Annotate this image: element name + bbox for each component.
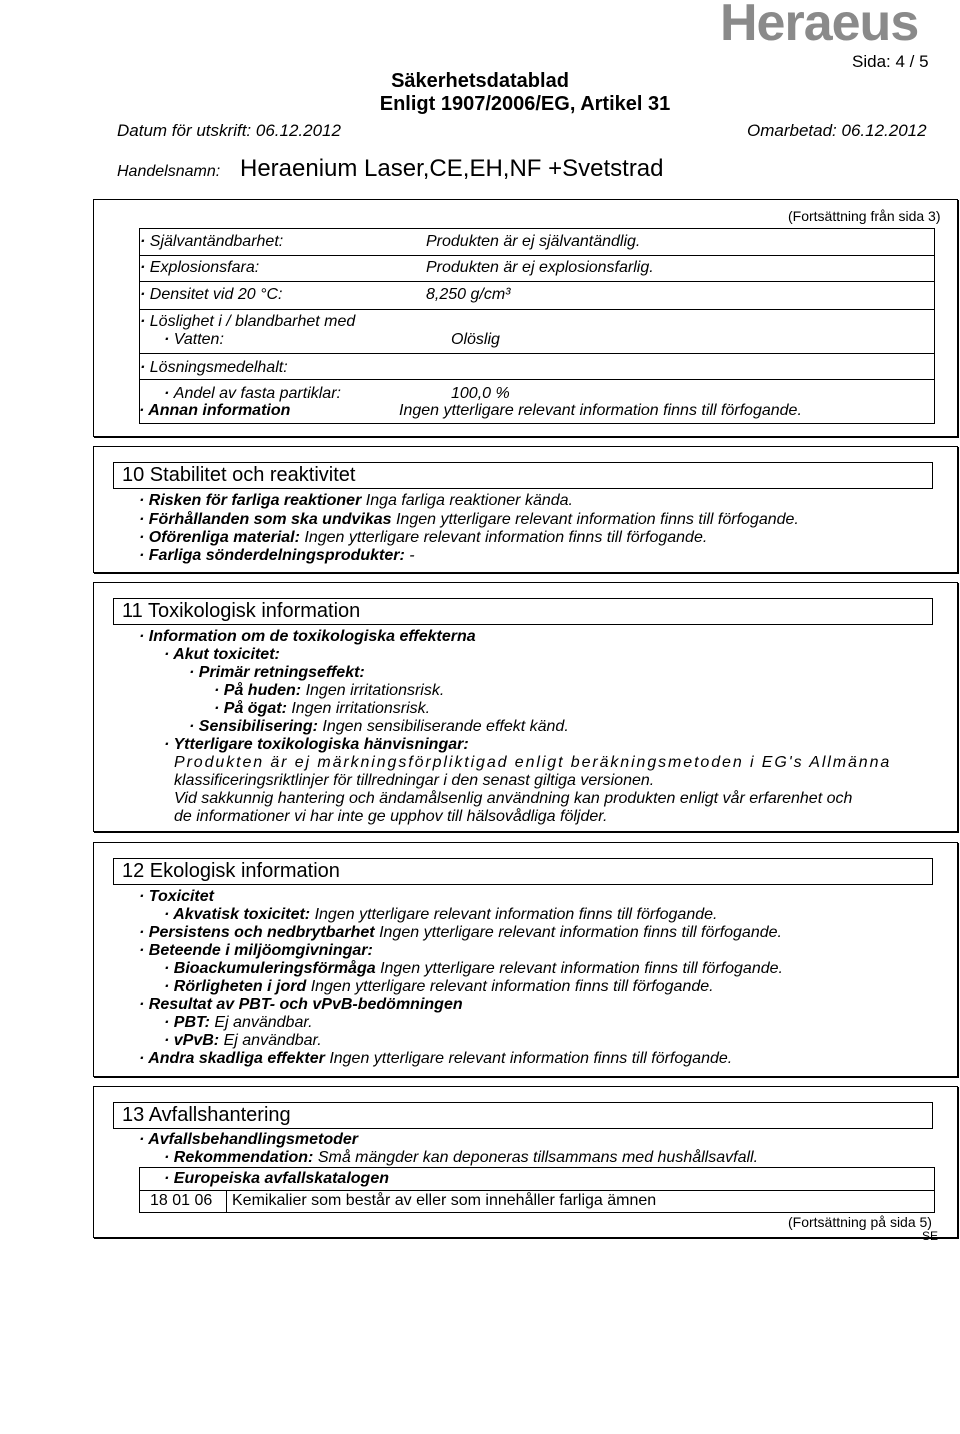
self-ignition-label: · Självantändbarhet:	[140, 233, 283, 251]
sensitisation-value: Ingen sensibiliserande effekt känd.	[322, 718, 569, 735]
waste-methods-label: · Avfallsbehandlingsmetoder	[139, 1131, 358, 1149]
water-value: Olöslig	[451, 331, 500, 348]
primary-label: · Primär retningseffekt:	[189, 664, 365, 682]
further-text-4: de informationer vi har inte ge upphov till hälsovådliga följder.	[174, 808, 608, 825]
trade-name: Heraenium Laser,CE,EH,NF +Svetstrad	[240, 155, 664, 182]
risk-value: Inga farliga reaktioner kända.	[365, 492, 573, 509]
eye-label: På ögat:	[223, 700, 287, 717]
solubility-label: · Löslighet i / blandbarhet med	[140, 313, 355, 331]
skin-value: Ingen irritationsrisk.	[305, 682, 445, 699]
section-9-box	[93, 199, 958, 437]
section-11-title: 11 Toxikologisk information	[113, 598, 933, 625]
recommendation-value: Små mängder kan deponeras tillsammans med hushållsavfall.	[317, 1149, 759, 1166]
section-13-title: 13 Avfallshantering	[113, 1102, 933, 1129]
section-11-box	[93, 582, 958, 832]
print-date: Datum för utskrift: 06.12.2012	[117, 121, 341, 140]
continued-on: (Fortsättning på sida 5)	[788, 1214, 932, 1230]
explosion-value: Produkten är ej explosionsfarlig.	[426, 259, 654, 276]
pbt-value: Ej användbar.	[214, 1014, 313, 1031]
section-9-table	[139, 228, 935, 424]
mobility-value: Ingen ytterligare relevant information finns till förfogande.	[310, 978, 714, 995]
section-13-box	[93, 1086, 958, 1238]
persistence-value: Ingen ytterligare relevant information finns till förfogande.	[379, 924, 782, 941]
further-text-1: Produkten är ej märkningsförpliktigad enligt beräkningsmetoden i EG's Allmänna	[174, 754, 892, 771]
page-number: Sida: 4 / 5	[852, 52, 929, 71]
other-info-label: · Annan information	[139, 402, 290, 420]
eye-value: Ingen irritationsrisk.	[291, 700, 431, 717]
sensitisation-label: Sensibilisering:	[198, 718, 318, 735]
risk-label: Risken för farliga reaktioner	[148, 492, 362, 509]
section-10-title: 10 Stabilitet och reaktivitet	[113, 462, 933, 489]
other-effects-label: Andra skadliga effekter	[148, 1050, 325, 1067]
persistence-label: Persistens och nedbrytbarhet	[148, 924, 375, 941]
other-info-value: Ingen ytterligare relevant information finns till förfogande.	[399, 402, 802, 419]
self-ignition-value: Produkten är ej självantändlig.	[426, 233, 641, 250]
acute-label: · Akut toxicitet:	[164, 646, 280, 664]
behaviour-label: · Beteende i miljöomgivningar:	[139, 942, 373, 960]
incompatible-label: Oförenliga material:	[148, 529, 300, 546]
other-effects-value: Ingen ytterligare relevant information finns till förfogande.	[329, 1050, 733, 1067]
avoid-label: Förhållanden som ska undvikas	[148, 511, 392, 528]
decomposition-label: Farliga sönderdelningsprodukter:	[148, 547, 405, 564]
revised-date: Omarbetad: 06.12.2012	[747, 121, 927, 140]
toxicity-label: · Toxicitet	[139, 888, 214, 906]
mobility-label: Rörligheten i jord	[173, 978, 307, 995]
continued-from: (Fortsättning från sida 3)	[788, 208, 941, 224]
explosion-label: · Explosionsfara:	[140, 259, 259, 277]
heraeus-logo: Heraeus	[720, 0, 919, 52]
bioaccumulation-label: Bioackumuleringsförmåga	[173, 960, 376, 977]
tox-info-label: · Information om de toxikologiska effekterna	[139, 628, 476, 646]
aquatic-value: Ingen ytterligare relevant information finns till förfogande.	[314, 906, 718, 923]
further-label: · Ytterligare toxikologiska hänvisningar:	[164, 736, 469, 754]
document-subtitle: Enligt 1907/2006/EG, Artikel 31	[379, 93, 671, 115]
section-12-box	[93, 842, 958, 1077]
density-value: 8,250 g/cm³	[426, 286, 511, 303]
avoid-value: Ingen ytterligare relevant information finns till förfogande.	[395, 511, 799, 528]
skin-label: På huden:	[223, 682, 302, 699]
incompatible-value: Ingen ytterligare relevant information finns till förfogande.	[304, 529, 708, 546]
solids-label: · Andel av fasta partiklar:	[164, 385, 341, 403]
waste-code: 18 01 06	[150, 1192, 213, 1209]
vpvb-label: vPvB:	[173, 1032, 220, 1049]
water-label: · Vatten:	[164, 331, 224, 349]
decomposition-value: -	[409, 547, 415, 564]
aquatic-label: Akvatisk toxicitet:	[173, 906, 311, 923]
recommendation-label: Rekommendation:	[173, 1149, 314, 1166]
trade-name-label: Handelsnamn:	[117, 163, 221, 180]
solvent-label: · Lösningsmedelhalt:	[140, 359, 288, 377]
further-text-2: klassificeringsriktlinjer för tillredningar i den senast giltiga versionen.	[174, 772, 655, 789]
bioaccumulation-value: Ingen ytterligare relevant information finns till förfogande.	[380, 960, 783, 977]
further-text-3: Vid sakkunnig hantering och ändamålsenlig användning kan produkten enligt vår erfarenhet och	[174, 790, 853, 807]
vpvb-value: Ej användbar.	[223, 1032, 322, 1049]
pbt-label: PBT:	[173, 1014, 210, 1031]
solids-value: 100,0 %	[451, 385, 510, 402]
waste-description: Kemikalier som består av eller som innehåller farliga ämnen	[232, 1192, 657, 1209]
pbt-result-label: · Resultat av PBT- och vPvB-bedömningen	[139, 996, 463, 1014]
document-title: Säkerhetsdatablad	[391, 70, 569, 92]
language-code: SE	[922, 1229, 939, 1243]
catalogue-label: · Europeiska avfallskatalogen	[164, 1170, 389, 1188]
section-12-title: 12 Ekologisk information	[113, 858, 933, 885]
density-label: · Densitet vid 20 °C:	[140, 286, 282, 304]
waste-catalogue-table	[139, 1167, 935, 1213]
section-10-box	[93, 446, 958, 573]
